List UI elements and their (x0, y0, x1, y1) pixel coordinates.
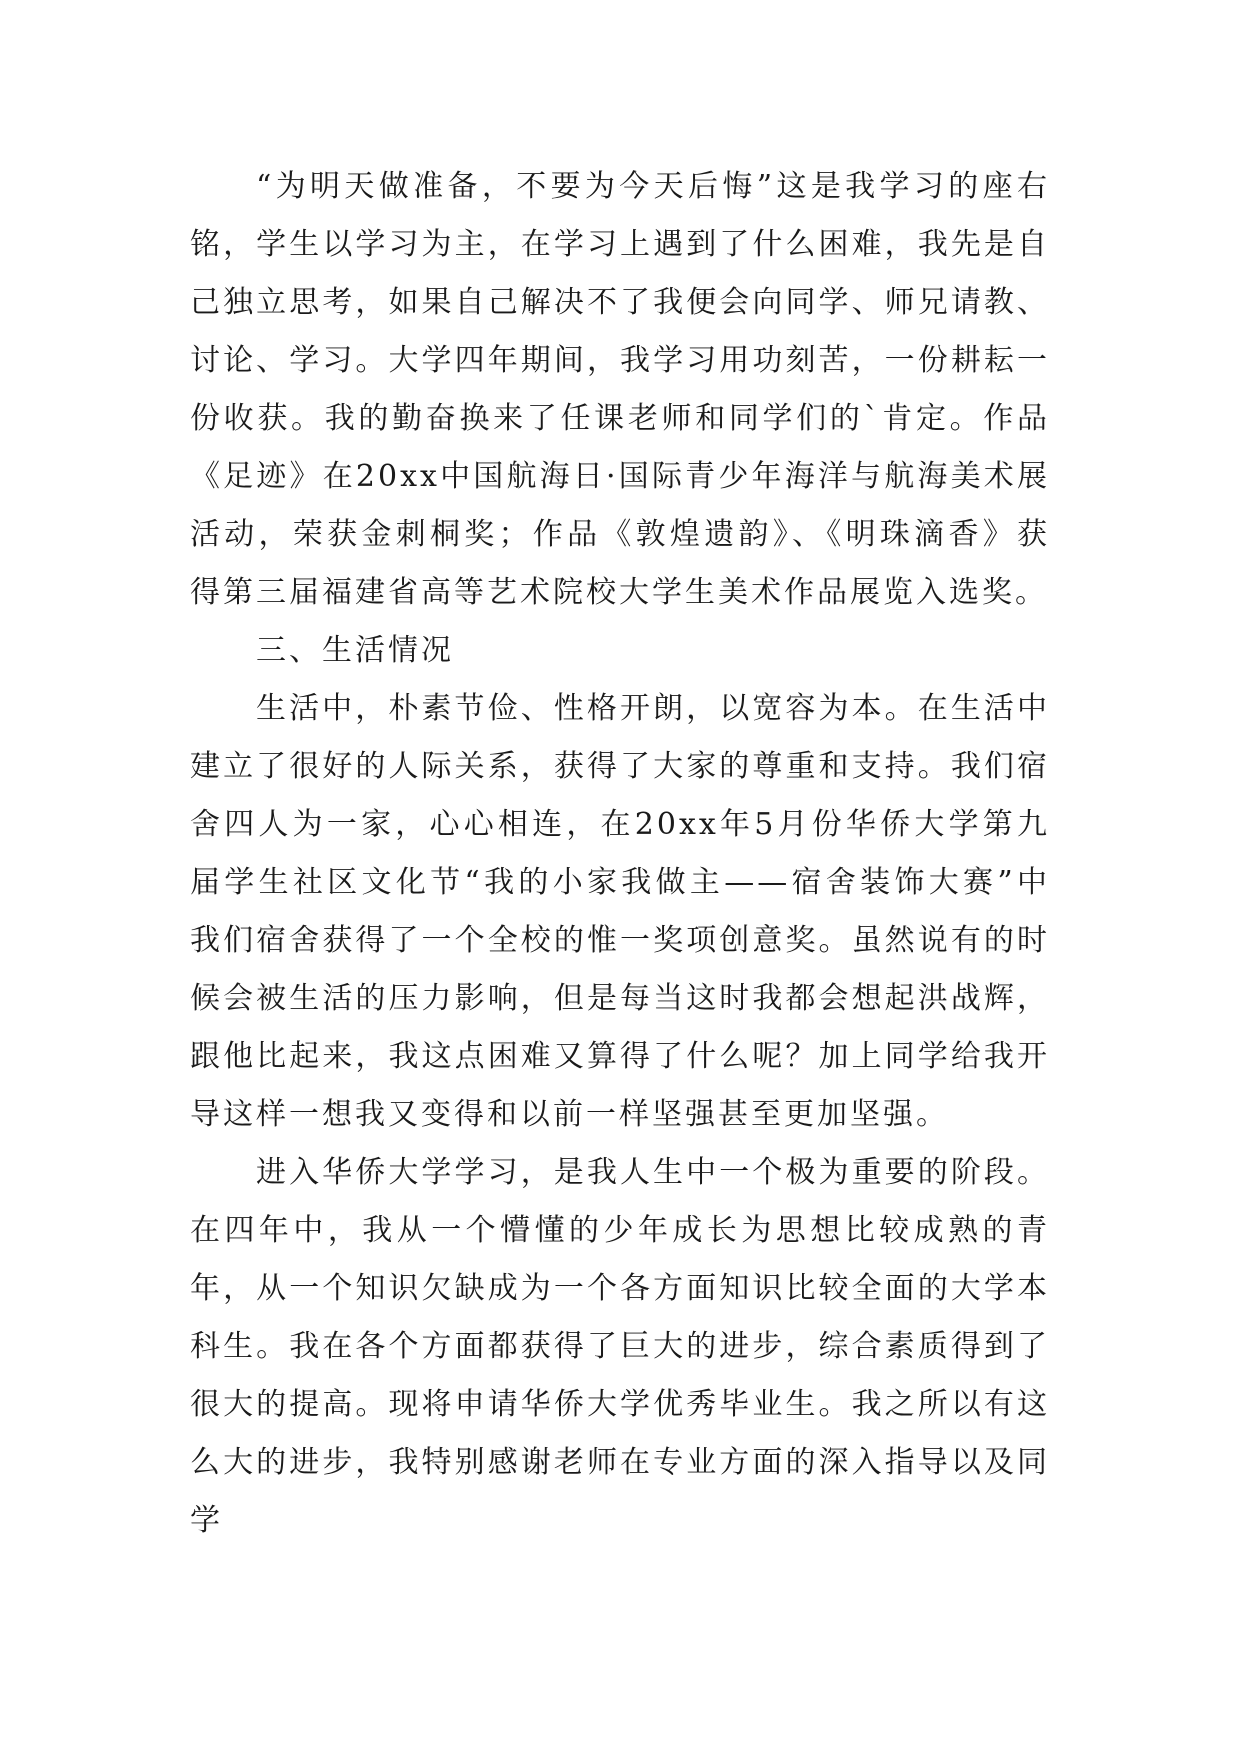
section-heading-life: 三、生活情况 (256, 633, 454, 668)
document-body (190, 158, 1050, 1550)
study-paragraph: “为明天做准备，不要为今天后悔”这是我学习的座右铭，学生以学习为主，在学习上遇到了什么困难，我先是自己独立思考，如果自己解决不了我便会向同学、师兄请教、讨论、学习。大学四年期间，我学习用功刻苦，一份耕耘一份收获。我的勤奋换来了任课老师和同学们的`肯定。作品《足迹》在20xx中国航海日·国际青少年海洋与航海美术展活动，荣获金刺桐奖；作品《敦煌遗韵》、《明珠滴香》获得第三届福建省高等艺术院校大学生美术作品展览入选奖。 (190, 169, 1050, 610)
summary-paragraph: 进入华侨大学学习，是我人生中一个极为重要的阶段。在四年中，我从一个懵懂的少年成长为思想比较成熟的青年，从一个知识欠缺成为一个各方面知识比较全面的大学本科生。我在各个方面都获得了巨大的进步，综合素质得到了很大的提高。现将申请华侨大学优秀毕业生。我之所以有这么大的进步，我特别感谢老师在专业方面的深入指导以及同学 (190, 1155, 1050, 1538)
life-paragraph: 生活中，朴素节俭、性格开朗，以宽容为本。在生活中建立了很好的人际关系，获得了大家的尊重和支持。我们宿舍四人为一家，心心相连，在20xx年5月份华侨大学第九届学生社区文化节“我的小家我做主——宿舍装饰大赛”中我们宿舍获得了一个全校的惟一奖项创意奖。虽然说有的时候会被生活的压力影响，但是每当这时我都会想起洪战辉，跟他比起来，我这点困难又算得了什么呢？加上同学给我开导这样一想我又变得和以前一样坚强甚至更加坚强。 (190, 691, 1050, 1132)
